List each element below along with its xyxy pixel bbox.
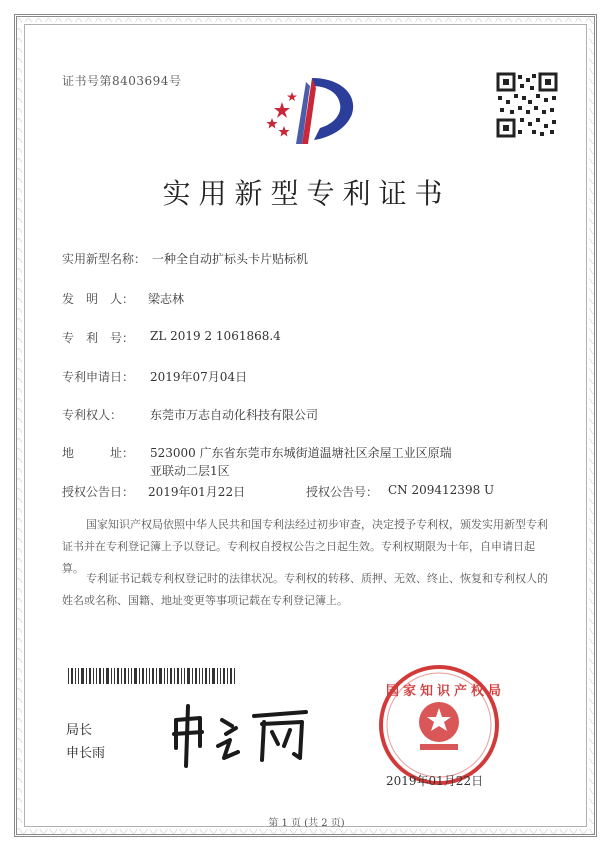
qr-code-icon [496, 72, 558, 138]
certificate-title: 实用新型专利证书 [162, 177, 451, 210]
seal-text: 国家知识产权局 [386, 684, 506, 699]
filing-date-value: 2019年07月04日 [150, 370, 248, 384]
patent-holder-value: 东莞市万志自动化科技有限公司 [150, 408, 319, 422]
director-title-label: 局长 [66, 723, 93, 738]
handwritten-signature [166, 700, 316, 770]
grant-number-value: CN 209412398 U [388, 483, 495, 497]
utility-model-name-value: 一种全自动扩标头卡片贴标机 [152, 252, 309, 266]
patent-holder-label: 专利权人： [62, 408, 123, 422]
grant-date-value: 2019年01月22日 [148, 485, 246, 499]
grant-date-label: 授权公告日： [62, 485, 135, 499]
address-line-1: 523000 广东省东莞市东城街道温塘社区余屋工业区原瑞 [150, 446, 452, 460]
inventor-value: 梁志林 [148, 292, 185, 306]
inventor-label: 发 明 人： [62, 292, 135, 306]
seal-date: 2019年01月22日 [386, 774, 484, 788]
address-line-2: 亚联动二层1区 [150, 464, 230, 478]
director-name: 申长雨 [66, 746, 106, 761]
address-label: 地 址： [62, 446, 135, 460]
grant-number-label: 授权公告号： [306, 485, 379, 499]
grant-statement-paragraph: 国家知识产权局依照中华人民共和国专利法经过初步审查，决定授予专利权，颁发实用新型专利证书并在专利登记簿上予以登记。专利权自授权公告之日起生效。专利权期限为十年，自申请日起算。 [62, 518, 548, 575]
cnipa-logo-icon [262, 72, 362, 150]
page-indicator: 第 1 页 (共 2 页) [268, 818, 345, 829]
utility-model-name-label: 实用新型名称： [62, 252, 147, 266]
filing-date-label: 专利申请日： [62, 370, 135, 384]
certificate-number: 证书号第8403694号 [62, 74, 182, 88]
patent-number-value: ZL 2019 2 1061868.4 [150, 329, 281, 343]
patent-number-label: 专 利 号： [62, 331, 135, 345]
barcode-icon [68, 668, 238, 684]
legal-status-paragraph: 专利证书记载专利权登记时的法律状况。专利权的转移、质押、无效、终止、恢复和专利权人的姓名或名称、国籍、地址变更等事项记载在专利登记簿上。 [62, 572, 548, 607]
